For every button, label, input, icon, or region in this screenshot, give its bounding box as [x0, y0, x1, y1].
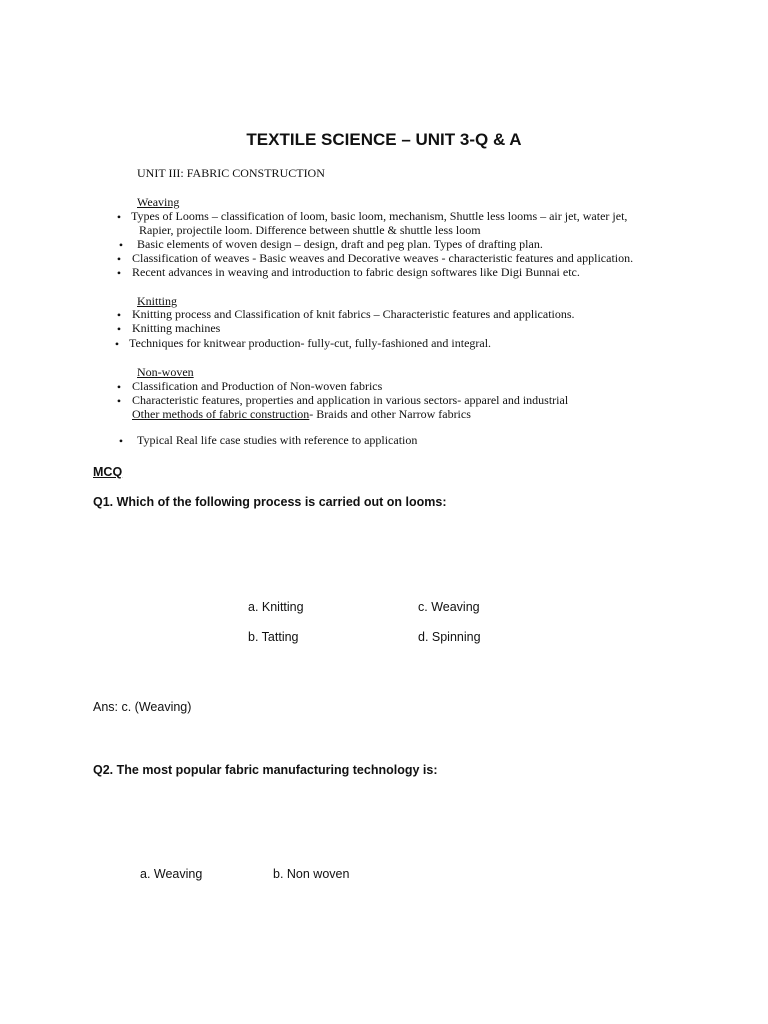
bullet-icon: •: [116, 210, 122, 224]
weaving-heading: Weaving: [137, 195, 180, 209]
bullet-icon: •: [114, 337, 120, 351]
q1-answer: Ans: c. (Weaving): [93, 700, 192, 714]
q2-option-a: a. Weaving: [140, 867, 203, 881]
weaving-item-1: Types of Looms – classification of loom, basic loom, mechanism, Shuttle less looms – air jet, water jet,: [131, 209, 628, 223]
other-methods-line: [132, 407, 471, 422]
other-methods-label: Other methods of fabric construction: [132, 407, 310, 421]
knitting-item-1: Knitting process and Classification of knit fabrics – Characteristic features and applications.: [132, 307, 575, 321]
weaving-item-3: Classification of weaves - Basic weaves and Decorative weaves - characteristic features and application.: [132, 251, 634, 265]
nonwoven-item-1: Classification and Production of Non-woven fabrics: [132, 379, 383, 393]
other-methods-text: - Braids and other Narrow fabrics: [309, 407, 471, 421]
bullet-icon: •: [116, 322, 122, 336]
bullet-icon: •: [116, 308, 122, 322]
q2-option-b: b. Non woven: [273, 867, 350, 881]
knitting-heading: Knitting: [137, 294, 178, 308]
bullet-icon: •: [118, 434, 124, 448]
nonwoven-heading: Non-woven: [137, 365, 194, 379]
bullet-icon: •: [116, 394, 122, 408]
case-studies-item: Typical Real life case studies with reference to application: [137, 433, 418, 447]
q1-option-d: d. Spinning: [418, 630, 481, 644]
weaving-item-4: Recent advances in weaving and introduction to fabric design softwares like Digi Bunnai etc.: [132, 265, 580, 279]
unit-heading: UNIT III: FABRIC CONSTRUCTION: [137, 166, 325, 180]
question-2: Q2. The most popular fabric manufacturing technology is:: [93, 763, 438, 777]
question-1: Q1. Which of the following process is carried out on looms:: [93, 495, 447, 509]
bullet-icon: •: [116, 252, 122, 266]
nonwoven-item-2: Characteristic features, properties and application in various sectors- apparel and industrial: [132, 393, 569, 407]
knitting-item-2: Knitting machines: [132, 321, 221, 335]
weaving-item-1-cont: Rapier, projectile loom. Difference between shuttle & shuttle less loom: [139, 223, 481, 237]
bullet-icon: •: [116, 380, 122, 394]
q1-option-c: c. Weaving: [418, 600, 480, 614]
weaving-item-2: Basic elements of woven design – design, draft and peg plan. Types of drafting plan.: [137, 237, 543, 251]
document-title: TEXTILE SCIENCE – UNIT 3-Q & A: [246, 130, 522, 149]
bullet-icon: •: [118, 238, 124, 252]
bullet-icon: •: [116, 266, 122, 280]
q1-option-a: a. Knitting: [248, 600, 304, 614]
knitting-item-3: Techniques for knitwear production- fully-cut, fully-fashioned and integral.: [129, 336, 492, 350]
q1-option-b: b. Tatting: [248, 630, 299, 644]
mcq-heading: MCQ: [93, 465, 123, 479]
